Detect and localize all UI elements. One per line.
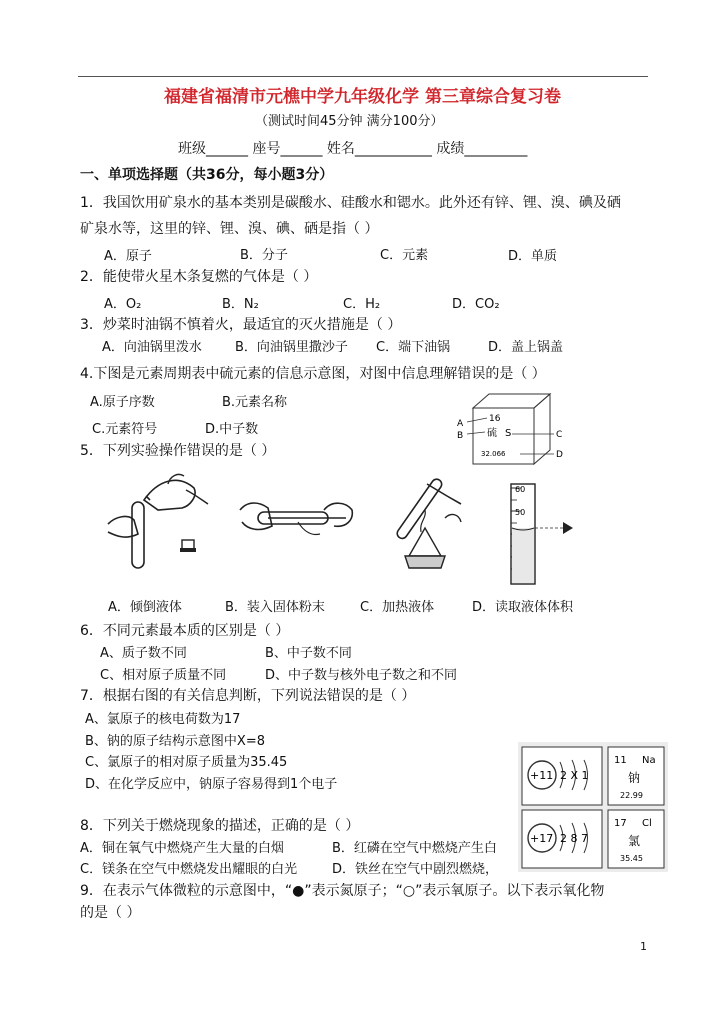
q8-option-b: B．红磷在空气中燃烧产生白 (332, 841, 497, 856)
q3-option-d: D．盖上锅盖 (488, 340, 564, 355)
q3-stem: 3．炒菜时油锅不慎着火，最适宜的灭火措施是（ ） (80, 317, 402, 333)
cl-nucleus-charge: +17 (530, 832, 554, 845)
q5-option-b: B．装入固体粉末 (225, 600, 325, 615)
sulfur-atomic-number: 16 (489, 414, 501, 424)
graduated-cylinder-illustration (505, 480, 580, 590)
q5-stem: 5．下列实验操作错误的是（ ） (80, 443, 276, 459)
sulfur-mass: 32.066 (481, 450, 506, 458)
pointer-label-b: B (457, 431, 464, 441)
heating-liquid-illustration (385, 478, 465, 578)
sulfur-element-cell-figure (455, 390, 570, 470)
q2-option-a: A．O₂ (104, 297, 142, 312)
q4-stem: 4.下图是元素周期表中硫元素的信息示意图，对图中信息理解错误的是（ ） (80, 366, 546, 382)
na-mass: 22.99 (620, 791, 643, 800)
q9-stem-line1: 9．在表示气体微粒的示意图中，“●”表示氮原子；“○”表示氧原子。以下表示氧化物 (80, 883, 605, 899)
q1-option-d: D．单质 (508, 249, 558, 264)
exam-subtitle: （测试时间45分钟 满分100分） (255, 114, 444, 129)
cylinder-tick-50: 50 (515, 508, 526, 517)
cl-shell-electrons: 2 8 7 (560, 832, 588, 845)
student-info-line: 班级______ 座号______ 姓名___________ 成绩_________ (178, 141, 528, 157)
q7-option-c: C、氯原子的相对原子质量为35.45 (85, 755, 288, 770)
q8-stem: 8．下列关于燃烧现象的描述，正确的是（ ） (80, 818, 360, 834)
q2-option-c: C．H₂ (343, 297, 381, 312)
q7-option-a: A、氯原子的核电荷数为17 (85, 712, 241, 727)
q3-option-a: A．向油锅里泼水 (102, 340, 202, 355)
na-shell-electrons: 2 X 1 (560, 769, 589, 782)
q5-option-d: D．读取液体体积 (472, 600, 574, 615)
cl-mass: 35.45 (620, 854, 643, 863)
q8-option-c: C．镁条在空气中燃烧发出耀眼的白光 (80, 862, 298, 877)
q1-option-c: C．元素 (380, 248, 429, 263)
q4-option-b: B.元素名称 (222, 395, 288, 410)
na-name: 钠 (628, 771, 641, 785)
na-atomic-number: 11 (614, 755, 627, 766)
q1-option-a: A．原子 (104, 249, 152, 264)
sulfur-symbol: S (505, 428, 512, 439)
pointer-label-a: A (457, 419, 464, 429)
q3-option-c: C．端下油锅 (376, 340, 451, 355)
page-number: 1 (640, 940, 647, 953)
pointer-label-c: C (556, 430, 563, 440)
q8-option-a: A．铜在氧气中燃烧产生大量的白烟 (80, 841, 284, 856)
cl-symbol: Cl (642, 818, 652, 829)
q2-option-d: D．CO₂ (452, 297, 500, 312)
na-nucleus-charge: +11 (530, 769, 554, 782)
q5-option-c: C．加热液体 (360, 600, 435, 615)
pointer-label-d: D (556, 450, 563, 460)
q6-option-c: C、相对原子质量不同 (100, 668, 227, 683)
section-heading: 一、单项选择题（共36分，每小题3分） (80, 167, 334, 183)
q8-option-d: D．铁丝在空气中剧烈燃烧， (332, 862, 499, 877)
atomic-structure-figure (518, 742, 668, 872)
q2-option-b: B．N₂ (222, 297, 259, 312)
q6-option-a: A、质子数不同 (100, 646, 187, 661)
q6-option-d: D、中子数与核外电子数之和不同 (265, 668, 458, 683)
loading-powder-illustration (238, 492, 358, 552)
q7-stem: 7．根据右图的有关信息判断，下列说法错误的是（ ） (80, 688, 416, 704)
q6-stem: 6．不同元素最本质的区别是（ ） (80, 623, 290, 639)
header-rule (78, 76, 648, 77)
q1-option-b: B．分子 (240, 248, 288, 263)
q9-stem-line2: 的是（ ） (80, 905, 141, 921)
q4-option-d: D.中子数 (205, 422, 259, 437)
pouring-liquid-illustration (98, 470, 213, 580)
q3-option-b: B．向油锅里撒沙子 (235, 340, 348, 355)
q4-option-c: C.元素符号 (92, 422, 158, 437)
sulfur-name: 硫 (487, 428, 497, 439)
q7-option-b: B、钠的原子结构示意图中X=8 (85, 734, 265, 749)
cl-name: 氯 (628, 834, 641, 848)
page-title: 福建省福清市元樵中学九年级化学 第三章综合复习卷 (164, 87, 561, 107)
q5-option-a: A．倾倒液体 (108, 600, 182, 615)
q4-option-a: A.原子序数 (90, 395, 155, 410)
cl-atomic-number: 17 (614, 818, 627, 829)
q1-stem-line2: 矿泉水等，这里的锌、锂、溴、碘、硒是指（ ） (80, 221, 379, 237)
q2-stem: 2．能使带火星木条复燃的气体是（ ） (80, 269, 318, 285)
q1-stem-line1: 1．我国饮用矿泉水的基本类别是碳酸水、硅酸水和锶水。此外还有锌、锂、溴、碘及硒 (80, 195, 621, 211)
na-symbol: Na (642, 755, 656, 766)
q6-option-b: B、中子数不同 (265, 646, 352, 661)
cylinder-tick-60: 60 (515, 485, 526, 494)
q7-option-d: D、在化学反应中，钠原子容易得到1个电子 (85, 777, 338, 792)
